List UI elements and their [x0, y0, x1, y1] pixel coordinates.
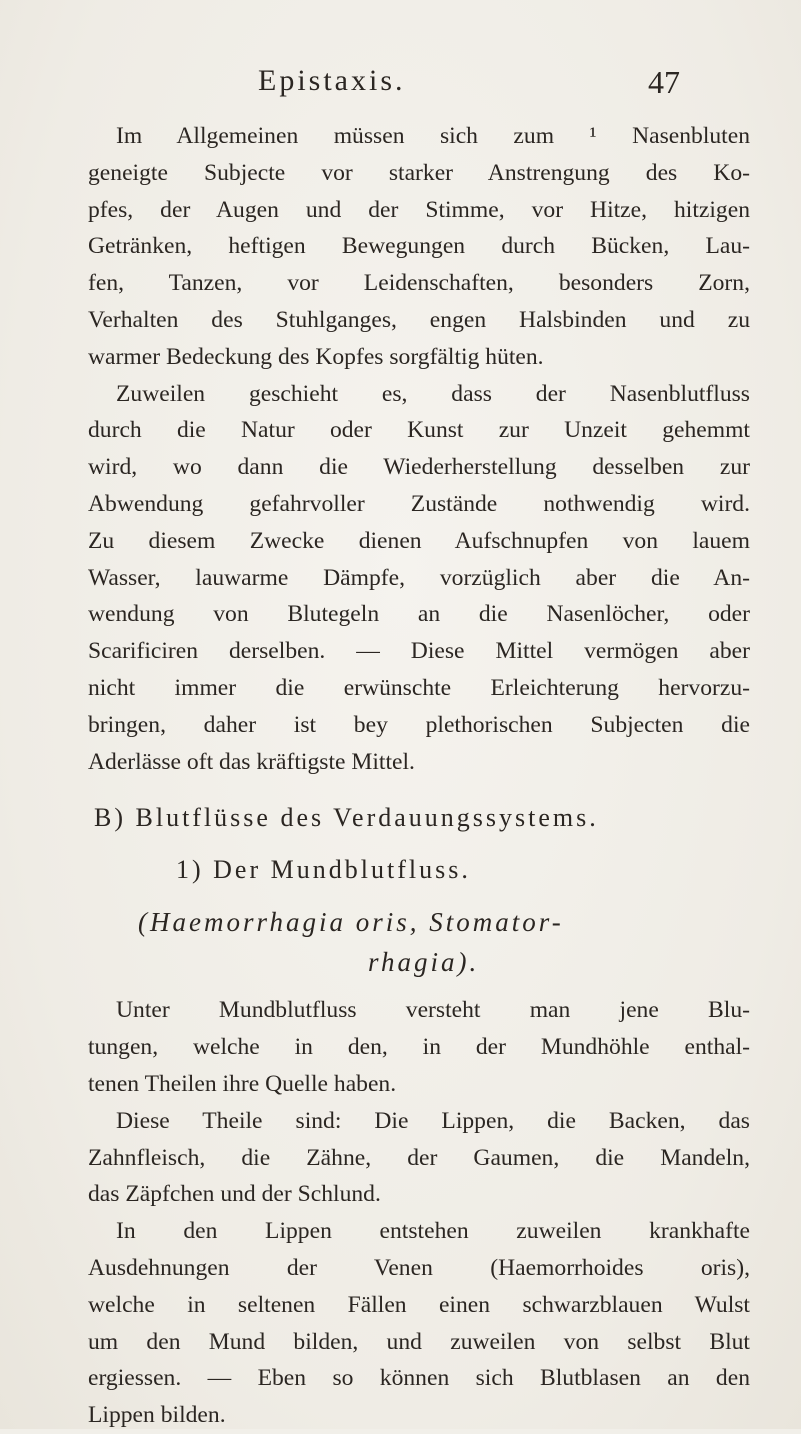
page-header	[0, 64, 801, 104]
text-line: bringen, daher ist bey plethorischen Subjecten die	[88, 711, 750, 738]
text-line: In den Lippen entstehen zuweilen krankhafte	[116, 1218, 750, 1245]
text-line: Unter Mundblutfluss versteht man jene Blu-	[116, 997, 750, 1024]
text-line: das Zäpfchen und der Schlund.	[88, 1181, 381, 1208]
text-line: nicht immer die erwünschte Erleichterung hervorzu-	[88, 674, 750, 701]
text-line: tungen, welche in den, in der Mundhöhle enthal-	[88, 1034, 750, 1061]
text-line: Zuweilen geschieht es, dass der Nasenblutfluss	[116, 380, 750, 407]
text-line: Aderlässe oft das kräftigste Mittel.	[88, 748, 415, 775]
latin-term-line-1: (Haemorrhagia oris, Stomator-	[138, 907, 564, 938]
text-line: Scarificiren derselben. — Diese Mittel vermögen aber	[88, 638, 750, 665]
paragraph-prevention	[60, 118, 750, 376]
text-line: Verhalten des Stuhlganges, engen Halsbinden und zu	[88, 306, 750, 333]
text-line: Getränken, heftigen Bewegungen durch Bücken, Lau-	[88, 233, 750, 260]
text-line: Zahnfleisch, die Zähne, der Gaumen, die Mandeln,	[88, 1144, 750, 1171]
text-line: Wasser, lauwarme Dämpfe, vorzüglich aber die An-	[88, 564, 750, 591]
text-line: welche in seltenen Fällen einen schwarzblauen Wulst	[88, 1291, 750, 1318]
paragraph-definition	[60, 992, 750, 1102]
section-heading: B) Blutflüsse des Verdauungssystems.	[94, 803, 599, 833]
text-line: fen, Tanzen, vor Leidenschaften, besonders Zorn,	[88, 270, 750, 297]
latin-term-heading	[60, 902, 750, 986]
text-line: ergiessen. — Eben so können sich Blutblasen an den	[88, 1365, 750, 1392]
text-line: Abwendung gefahrvoller Zustände nothwendig wird.	[88, 490, 750, 517]
body-text	[60, 118, 750, 1434]
latin-term-line-2: rhagia).	[368, 947, 480, 978]
text-line: pfes, der Augen und der Stimme, vor Hitze, hitzigen	[88, 196, 750, 223]
text-line: wendung von Blutegeln an die Nasenlöcher, oder	[88, 601, 750, 628]
text-line: Lippen bilden.	[88, 1402, 226, 1429]
text-line: geneigte Subjecte vor starker Anstrengung des Ko-	[88, 159, 750, 186]
text-line: durch die Natur oder Kunst zur Unzeit gehemmt	[88, 417, 750, 444]
paragraph-lips	[60, 1213, 750, 1434]
text-line: warmer Bedeckung des Kopfes sorgfältig hüten.	[88, 343, 544, 370]
running-title: Epistaxis.	[258, 64, 406, 97]
paragraph-restoration	[60, 376, 750, 781]
text-line: Im Allgemeinen müssen sich zum ¹ Nasenbluten	[116, 123, 750, 149]
text-line: um den Mund bilden, und zuweilen von selbst Blut	[88, 1328, 750, 1355]
subsection-heading: 1) Der Mundblutfluss.	[176, 855, 471, 885]
text-line: Zu diesem Zwecke dienen Aufschnupfen von lauem	[88, 527, 750, 554]
paragraph-parts	[60, 1103, 750, 1213]
text-line: Diese Theile sind: Die Lippen, die Backen, das	[116, 1107, 750, 1134]
text-line: wird, wo dann die Wiederherstellung desselben zur	[88, 454, 750, 481]
text-line: tenen Theilen ihre Quelle haben.	[88, 1070, 397, 1097]
text-line: Ausdehnungen der Venen (Haemorrhoides oris),	[88, 1254, 750, 1281]
page-number: 47	[648, 64, 680, 100]
